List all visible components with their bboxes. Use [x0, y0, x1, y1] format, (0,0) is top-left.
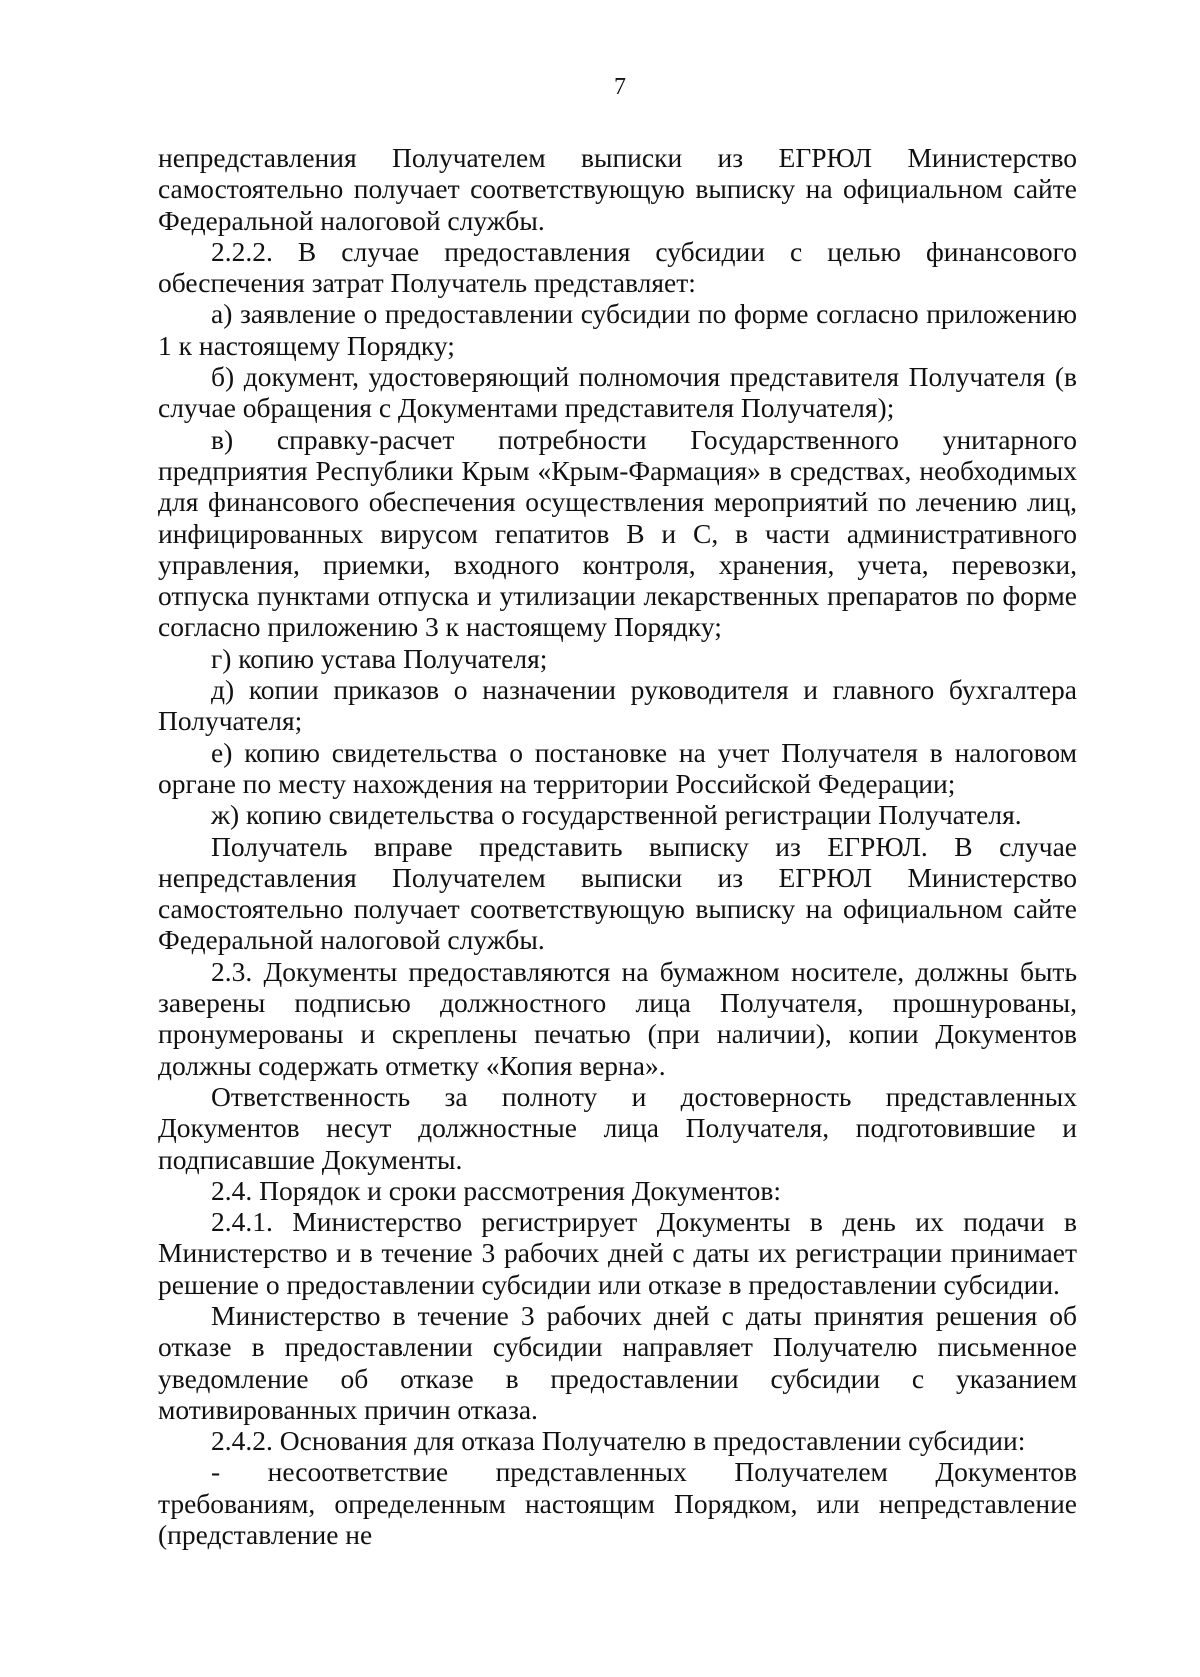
paragraph: е) копию свидетельства о постановке на учет Получателя в налоговом органе по месту нахождения на территории Российской Федерации; [158, 736, 1077, 799]
paragraph: непредставления Получателем выписки из ЕГРЮЛ Министерство самостоятельно получает соответствующую выписку на официальном сайте Федеральной налоговой службы. [158, 142, 1077, 236]
paragraph: 2.4.1. Министерство регистрирует Документы в день их подачи в Министерство и в течение 3 рабочих дней с даты их регистрации принимает решение о предоставлении субсидии или отказе в предоставлении субсидии. [158, 1206, 1077, 1300]
paragraph: г) копию устава Получателя; [211, 642, 548, 674]
page-number: 7 [614, 74, 626, 100]
paragraph: 2.3. Документы предоставляются на бумажном носителе, должны быть заверены подписью должностного лица Получателя, прошнурованы, пронумерованы и скреплены печатью (при наличии), копии Документов должны содержать отметку «Копия верна». [158, 955, 1077, 1081]
paragraph: Ответственность за полноту и достоверность представленных Документов несут должностные лица Получателя, подготовившие и подписавшие Документы. [158, 1080, 1077, 1175]
paragraph: в) справку-расчет потребности Государственного унитарного предприятия Республики Крым «Крым-Фармация» в средствах, необходимых для финансового обеспечения осуществления мероприятий по лечению лиц, инфицированных вирусом гепатитов B и C, в части административного управления, приемки, входного контроля, хранения, учета, перевозки, отпуска пунктами отпуска и утилизации лекарственных препаратов по форме согласно приложению 3 к настоящему Порядку; [158, 423, 1077, 643]
paragraph: Получатель вправе представить выписку из ЕГРЮЛ. В случае непредставления Получателем выписки из ЕГРЮЛ Министерство самостоятельно получает соответствующую выписку на официальном сайте Федеральной налоговой службы. [158, 830, 1077, 956]
paragraph: а) заявление о предоставлении субсидии по форме согласно приложению 1 к настоящему Порядку; [158, 298, 1077, 361]
paragraph: - несоответствие представленных Получателем Документов требованиям, определенным настоящим Порядком, или непредставление (представление не [158, 1456, 1077, 1551]
paragraph: 2.2.2. В случае предоставления субсидии с целью финансового обеспечения затрат Получатель представляет: [158, 235, 1077, 299]
document-body [158, 142, 1077, 1550]
paragraph: д) копии приказов о назначении руководителя и главного бухгалтера Получателя; [158, 674, 1077, 737]
paragraph: 2.4. Порядок и сроки рассмотрения Документов: [211, 1174, 782, 1206]
paragraph: Министерство в течение 3 рабочих дней с даты принятия решения об отказе в предоставлении субсидии направляет Получателю письменное уведомление об отказе в предоставлении субсидии с указанием мотивированных причин отказа. [158, 1299, 1077, 1425]
paragraph: ж) копию свидетельства о государственной регистрации Получателя. [211, 799, 1022, 831]
paragraph: б) документ, удостоверяющий полномочия представителя Получателя (в случае обращения с Документами представителя Получателя); [158, 361, 1077, 424]
paragraph: 2.4.2. Основания для отказа Получателю в предоставлении субсидии: [211, 1425, 1026, 1457]
